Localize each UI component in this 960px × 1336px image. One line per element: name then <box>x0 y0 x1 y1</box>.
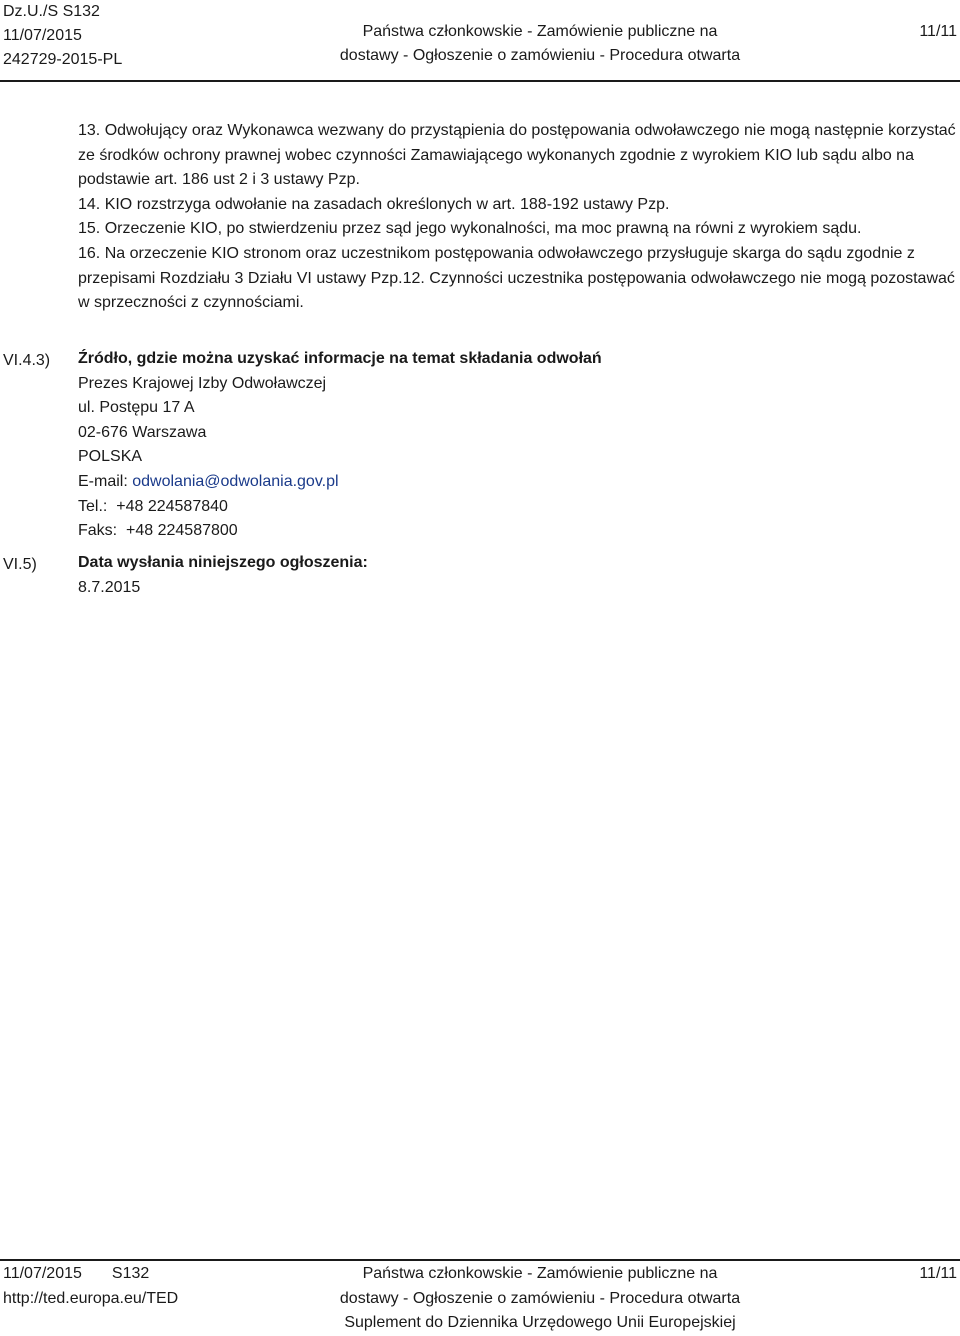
footer-date-series <box>3 1262 178 1287</box>
email-label: E-mail: <box>78 472 128 490</box>
city-postcode: 02-676 Warszawa <box>78 423 207 441</box>
tel-row <box>78 495 958 520</box>
header-title-line1: Państwa członkowskie - Zamówienie publiczne na <box>362 23 718 40</box>
notice-id: 242729-2015-PL <box>3 51 123 68</box>
footer-url[interactable]: http://ted.europa.eu/TED <box>3 1289 179 1307</box>
header-title <box>310 20 770 68</box>
footer-title-line3: Suplement do Dziennika Urzędowego Unii Europejskiej <box>344 1314 736 1332</box>
tel-label: Tel.: <box>78 497 108 515</box>
footer-series: S132 <box>111 1265 150 1282</box>
footer-divider <box>0 1259 960 1261</box>
header-page-number: 11/11 <box>919 23 957 40</box>
paragraph-16: 16. Na orzeczenie KIO stronom oraz uczestnikom postępowania odwoławczego przysługuje skarga do sądu zgodnie z przepisami Rozdziału 3 Działu VI ustawy Pzp.12. Czynności uczestnika postępowania odwoławczego nie mogą pozostawać w sprzeczności z czynnościami. <box>78 244 955 312</box>
section-vi43 <box>78 347 958 544</box>
section-heading-vi5: Data wysłania niniejszego ogłoszenia: <box>78 554 368 571</box>
section-number-vi43: VI.4.3) <box>3 352 51 369</box>
footer-title <box>310 1262 770 1336</box>
header-title-line2: dostawy - Ogłoszenie o zamówieniu - Procedura otwarta <box>339 47 741 64</box>
paragraph-block <box>78 119 958 316</box>
section-number-vi5: VI.5) <box>3 556 37 573</box>
street-address: ul. Postępu 17 A <box>78 399 195 417</box>
header-date: 11/07/2015 <box>3 27 82 44</box>
footer-left <box>3 1262 178 1311</box>
email-link[interactable]: odwolania@odwolania.gov.pl <box>132 472 339 490</box>
fax-row <box>78 519 958 544</box>
fax-label: Faks: <box>78 522 118 540</box>
header-left <box>3 0 122 72</box>
country: POLSKA <box>78 448 143 466</box>
paragraph-13: 13. Odwołujący oraz Wykonawca wezwany do przystąpienia do postępowania odwoławczego nie mogą następnie korzystać ze środków ochrony prawnej wobec czynności Zamawiającego wykonanych zgodnie z wyrokiem KIO lub sądu albo na podstawie art. 186 ust 2 i 3 ustawy Pzp. <box>78 122 956 189</box>
tel-value: +48 224587840 <box>116 497 228 515</box>
footer-title-line1: Państwa członkowskie - Zamówienie publiczne na <box>362 1265 718 1282</box>
section-vi5 <box>78 551 958 600</box>
organization-name: Prezes Krajowej Izby Odwoławczej <box>78 374 327 392</box>
paragraph-15: 15. Orzeczenie KIO, po stwierdzeniu przez sąd jego wykonalności, ma moc prawną na równi z wyrokiem sądu. <box>78 220 862 238</box>
paragraph-14: 14. KIO rozstrzyga odwołanie na zasadach określonych w art. 188-192 ustawy Pzp. <box>78 195 670 213</box>
fax-value: +48 224587800 <box>126 522 238 540</box>
section-heading-vi43: Źródło, gdzie można uzyskać informacje na temat składania odwołań <box>78 350 602 367</box>
header-divider <box>0 80 960 82</box>
journal-ref: Dz.U./S S132 <box>3 3 100 20</box>
email-row <box>78 470 958 495</box>
footer-date: 11/07/2015 <box>3 1265 82 1282</box>
footer-page-number: 11/11 <box>919 1265 957 1282</box>
dispatch-date: 8.7.2015 <box>78 578 141 596</box>
footer-title-line2: dostawy - Ogłoszenie o zamówieniu - Procedura otwarta <box>339 1289 741 1307</box>
